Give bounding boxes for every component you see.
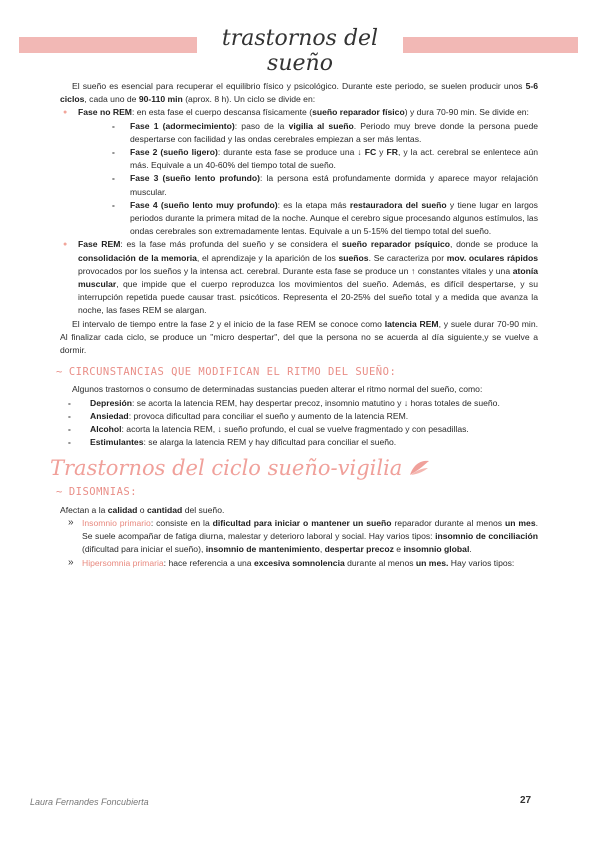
intro-paragraph: El sueño es esencial para recuperar el equilibrio físico y psicológico. Durante este periodo, se suelen producir unos 5-6 ciclos, cada uno de 90-110 min (aprox. 8 h). Un ciclo se divide en: [60, 81, 538, 105]
list-item-fase-2: - Fase 2 (sueño ligero): durante esta fase se produce una ↓ FC y FR, y la act. cerebral se enlentece aún más. Equivale a un 40-60% del tiempo total de sueño. [112, 146, 538, 172]
phase-list [60, 106, 538, 119]
page-number: 27 [520, 795, 532, 806]
list-item-insomnio: » Insomnio primario: consiste en la dificultad para iniciar o mantener un sueño reparador durante al menos un mes. Se suele acompañar de fatiga diurna, malestar y deterioro laboral y social. Hay varios tipos: insomnio de conciliación (dificultad para iniciar el sueño), insomnio de mantenimiento, despertar precoz e insomnio global. [60, 517, 538, 557]
wave-icon: ~ [56, 366, 63, 379]
page-content [50, 80, 539, 570]
list-item-ansiedad: - Ansiedad: provoca dificultad para conciliar el sueño y aumento de la latencia REM. [60, 410, 538, 423]
section-title-ciclo: Trastornos del ciclo sueño-vigilia [50, 459, 538, 477]
latency-paragraph: El intervalo de tiempo entre la fase 2 y el inicio de la fase REM se conoce como latencia REM, y suele durar 70-90 min. Al finalizar cada ciclo, se produce un "micro despertar", del que la persona no se acuerda al día siguiente,y se vuelve a dormir. [60, 318, 538, 356]
page-title: trastornos del sueño [221, 26, 379, 76]
header-band-right [403, 37, 578, 53]
list-item-fase-4: - Fase 4 (sueño lento muy profundo): es la etapa más restauradora del sueño y tiene lugar en largos periodos durante la primera mitad de la noche. Aunque el cerebro sigue procesando algunos estímulos, las ondas cerebrales son extremadamente lentas. Equivale a un 5-15% del tiempo total del sueño. [112, 199, 538, 239]
list-item-alcohol: - Alcohol: acorta la latencia REM, ↓ sueño profundo, el cual se vuelve fragmentado y con pesadillas. [60, 423, 538, 436]
list-item-fase-no-rem: ● Fase no REM: en esta fase el cuerpo descansa físicamente (sueño reparador físico) y dura 70-90 min. Se divide en: [60, 106, 538, 119]
phase-list-rem [60, 238, 538, 317]
header-band-left [19, 37, 197, 53]
disomnias-heading: ~ DISOMNIAS: [56, 486, 138, 499]
list-item-fase-rem: ● Fase REM: es la fase más profunda del sueño y se considera el sueño reparador psíquico, donde se produce la consolidación de la memoria, el aprendizaje y la aparición de los sueños. Se caracteriza por mov. oculares rápidos provocados por los sueños y la intensa act. cerebral. Durante esta fase se produce un ↑ constantes vitales y una atonía muscular, que impide que el cuerpo reproduzca los movimientos del sueño. Además, es difícil despertarse, y su interrupción repetida puede causar trast. psicóticos. Representa el 20-25% del sueño total y a medida que avanza la noche, las fases REM se alargan. [60, 238, 538, 317]
circumstances-list [60, 397, 538, 450]
wave-icon: ~ [56, 486, 63, 499]
list-item-fase-3: - Fase 3 (sueño lento profundo): la persona está profundamente dormida y aparece mayor relajación muscular. [112, 172, 538, 198]
disomnias-intro: Afectan a la calidad o cantidad del sueño. [60, 504, 225, 515]
list-item-hipersomnia: » Hipersomnia primaria: hace referencia a una excesiva somnolencia durante al menos un mes. Hay varios tipos: [60, 557, 538, 570]
wing-icon [408, 459, 430, 477]
nrem-subphase-list [60, 120, 538, 239]
disomnias-list [60, 517, 538, 570]
list-item-fase-1: - Fase 1 (adormecimiento): paso de la vigilia al sueño. Periodo muy breve donde la persona puede despertarse con facilidad y las ondas cerebrales empiezan a ser más lentas. [112, 120, 538, 146]
list-item-estimulantes: - Estimulantes: se alarga la latencia REM y hay dificultad para conciliar el sueño. [60, 436, 538, 449]
list-item-depresion: - Depresión: se acorta la latencia REM, hay despertar precoz, insomnio matutino y ↓ horas totales de sueño. [60, 397, 538, 410]
footer-author: Laura Fernandes Foncubierta [30, 797, 149, 807]
circumstances-heading: ~ CIRCUNSTANCIAS QUE MODIFICAN EL RITMO DEL SUEÑO: [56, 366, 397, 379]
circumstances-intro: Algunos trastornos o consumo de determinadas sustancias pueden alterar el ritmo normal del sueño, como: [72, 384, 483, 395]
